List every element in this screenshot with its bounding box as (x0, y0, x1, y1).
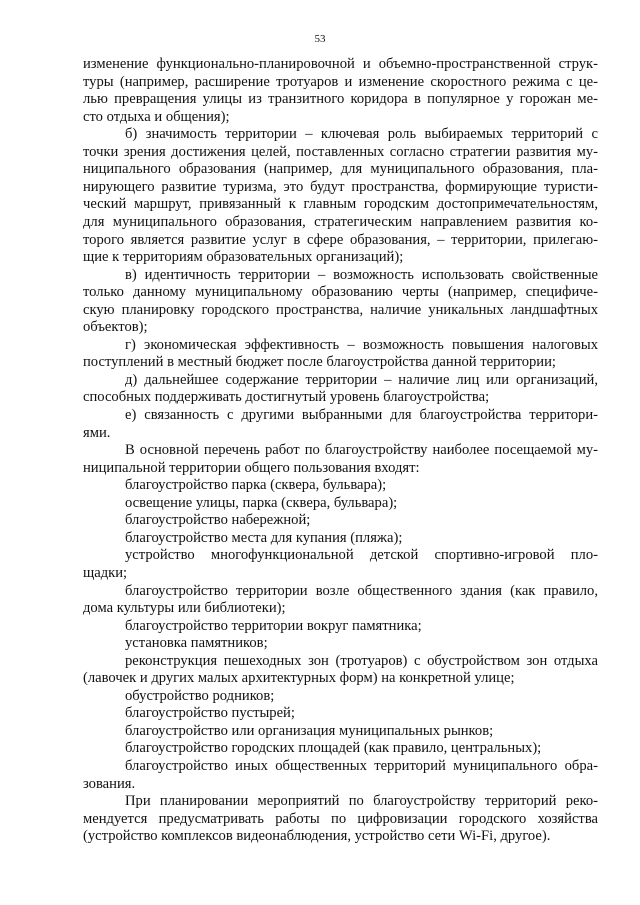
text-line: благоустройство городских площадей (как правило, центральных); (125, 740, 542, 757)
text-line: лью превращения улицы из транзитного коридора в популярное у горожан ме- (83, 91, 598, 108)
text-line: б) значимость территории – ключевая роль выбираемых территорий с (125, 126, 598, 143)
text-line: благоустройство иных общественных территорий муниципального обра- (125, 758, 598, 774)
text-line: щие к территориям образовательных организаций); (83, 249, 404, 266)
text-line: скую планировку городского пространства, наличие уникальных ландшафтных (83, 301, 598, 318)
text-line: благоустройство территории вокруг памятника; (125, 617, 422, 634)
text-line: зования. (83, 775, 136, 792)
text-line: В основной перечень работ по благоустройству наиболее посещаемой му- (125, 442, 598, 459)
text-line: дома культуры или библиотеки); (83, 600, 286, 617)
text-line: обустройство родников; (125, 687, 275, 704)
text-line: благоустройство или организация муниципальных рынков; (125, 722, 494, 739)
text-line: только данному муниципальному образованию черты (например, специфиче- (83, 284, 598, 301)
text-line: торого является развитие услуг в сфере образования, – территории, прилегаю- (83, 231, 598, 248)
text-line: г) экономическая эффективность – возможность повышения налоговых (125, 336, 598, 353)
text-line: благоустройство парка (сквера, бульвара); (125, 477, 387, 494)
text-line: изменение функционально-планировочной и объемно-пространственной струк- (83, 56, 598, 72)
text-line: благоустройство места для купания (пляжа); (125, 529, 403, 546)
text-line: благоустройство набережной; (125, 512, 311, 529)
text-line: ческий маршрут, привязанный к главным городским достопримечательностям, (83, 196, 598, 213)
text-line: ями. (83, 424, 111, 441)
text-line: ниципального образования (например, для муниципального образования, пла- (83, 161, 598, 178)
text-line: е) связанность с другими выбранными для благоустройства территори- (125, 407, 598, 423)
text-line: мендуется предусматривать работы по цифровизации городского хозяйства (83, 810, 598, 827)
text-line: освещение улицы, парка (сквера, бульвара); (125, 494, 398, 511)
text-line: для муниципального образования, стратегическим направлением развития ко- (83, 213, 598, 230)
text-line: благоустройство территории возле общественного здания (как правило, (125, 582, 598, 599)
text-line: туры (например, расширение тротуаров и изменение скоростного режима с це- (83, 73, 598, 90)
text-line: При планировании мероприятий по благоустройству территорий реко- (125, 793, 598, 810)
text-line: устройство многофункциональной детской спортивно-игровой пло- (125, 547, 598, 564)
text-line: точки зрения достижения целей, поставленных согласно стратегии развития му- (83, 143, 598, 160)
text-line: щадки; (83, 564, 128, 581)
text-line: в) идентичность территории – возможность использовать свойственные (125, 266, 598, 283)
text-line: д) дальнейшее содержание территории – наличие лиц или организаций, (125, 371, 598, 388)
page-number: 53 (314, 33, 326, 45)
text-line: поступлений в местный бюджет после благоустройства данной территории; (83, 354, 556, 371)
text-line: объектов); (83, 319, 148, 336)
text-line: ниципальной территории общего пользования входят: (83, 459, 420, 476)
text-line: реконструкция пешеходных зон (тротуаров) с обустройством зон отдыха (125, 652, 598, 669)
text-line: благоустройство пустырей; (125, 705, 295, 722)
text-line: (устройство комплексов видеонаблюдения, устройство сети Wi-Fi, другое). (83, 828, 551, 845)
text-line: нирующего развитие туризма, это будут пространства, формирующие туристи- (83, 178, 598, 195)
text-line: установка памятников; (125, 635, 268, 652)
text-line: (лавочек и других малых архитектурных форм) на конкретной улице; (83, 670, 515, 687)
text-line: способных поддерживать достигнутый уровень благоустройства; (83, 389, 490, 406)
text-line: сто отдыха и общения); (83, 108, 230, 125)
